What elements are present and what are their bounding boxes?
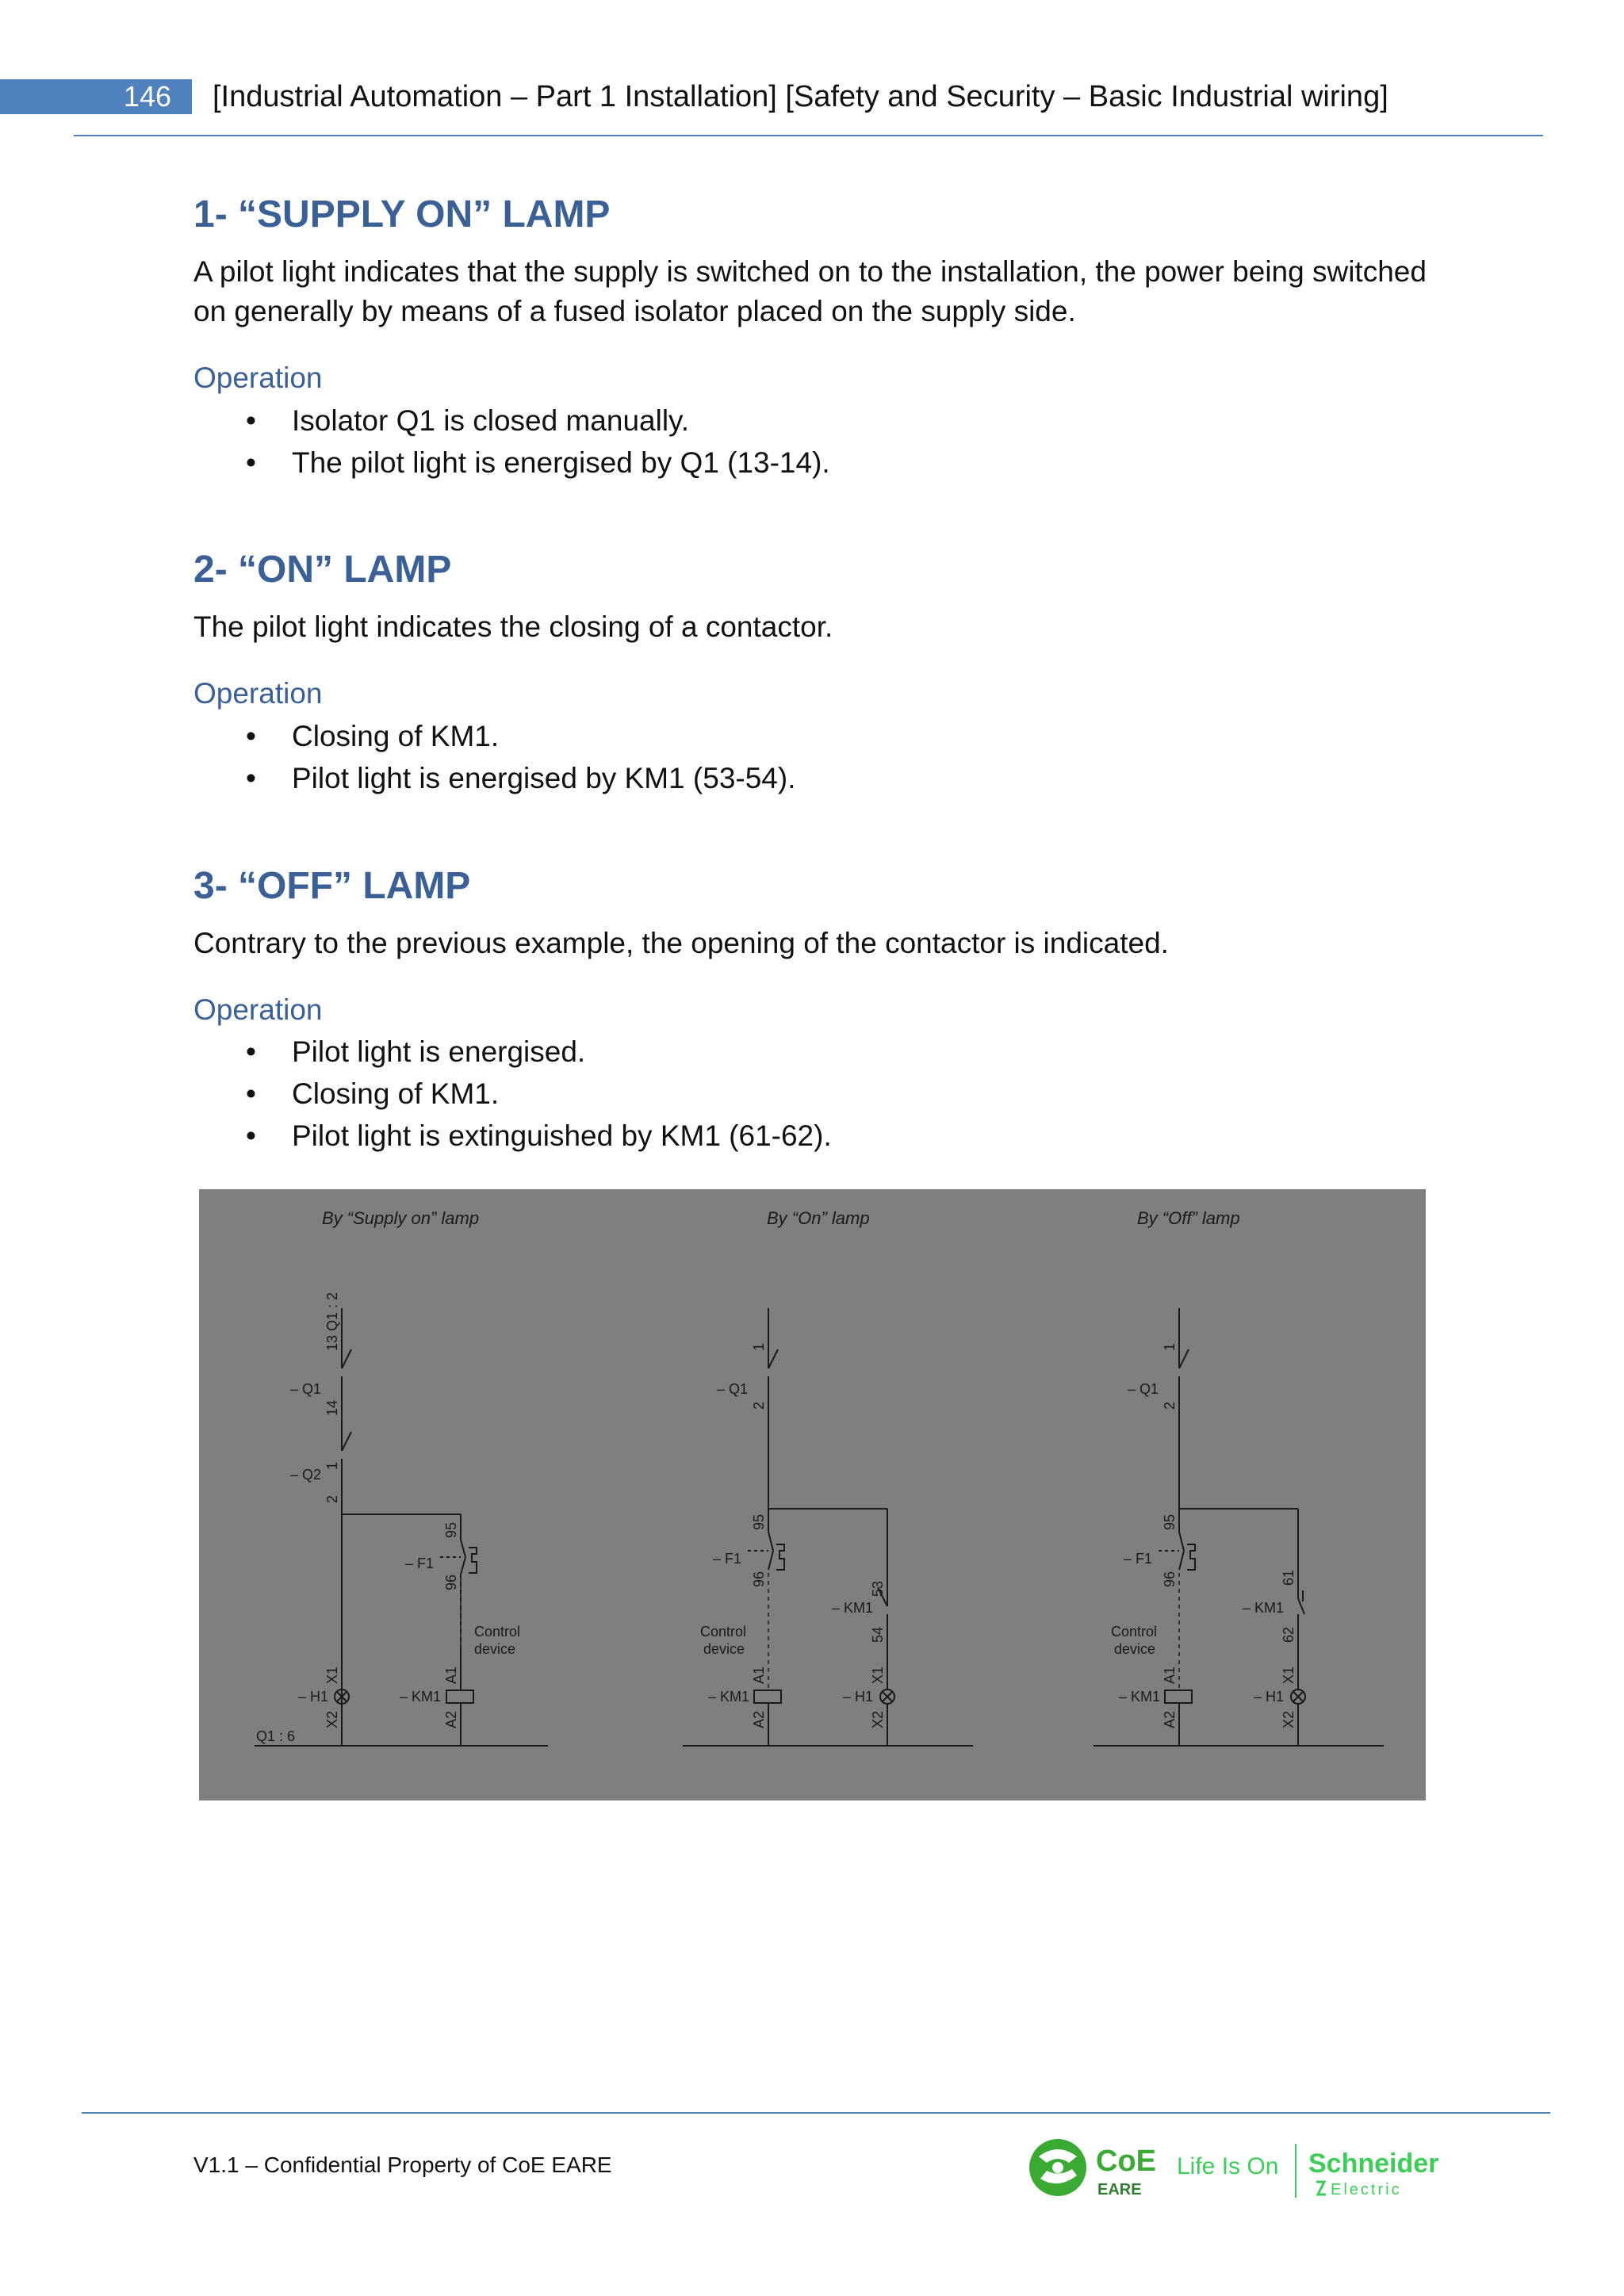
x2-terminal: X2 xyxy=(870,1710,886,1728)
q1-top-terminal: 1 xyxy=(1162,1342,1178,1351)
list-item: • Isolator Q1 is closed manually. xyxy=(193,400,830,442)
q2-top-terminal: 1 xyxy=(324,1461,340,1470)
page-number: 146 xyxy=(0,79,192,114)
f1-bottom-terminal: 96 xyxy=(1162,1571,1178,1587)
a2-terminal: A2 xyxy=(751,1710,767,1728)
km1-coil-label: – KM1 xyxy=(400,1689,442,1705)
q2-bottom-terminal: 2 xyxy=(324,1494,340,1503)
a1-terminal: A1 xyxy=(751,1666,767,1684)
q1-bottom-terminal: 2 xyxy=(1162,1401,1178,1410)
section-heading: 1- “SUPPLY ON” LAMP xyxy=(193,193,611,235)
q1-top-terminal: 1 xyxy=(751,1342,767,1351)
diagram-supply-on xyxy=(255,1308,548,1746)
h1-label: – H1 xyxy=(298,1689,329,1705)
control-device-label: device xyxy=(474,1641,516,1657)
bullet-icon: • xyxy=(246,762,256,794)
list-item: • Pilot light is extinguished by KM1 (61-62). xyxy=(193,1115,832,1157)
electric-logo-text: Electric xyxy=(1331,2181,1402,2198)
diagram-on xyxy=(683,1308,973,1746)
bullet-list xyxy=(193,715,795,799)
list-item: • The pilot light is energised by Q1 (13-14). xyxy=(193,442,830,484)
bullet-icon: • xyxy=(246,1077,256,1110)
q2-label: – Q2 xyxy=(290,1467,322,1483)
contact-bottom-terminal: 62 xyxy=(1281,1626,1297,1643)
eare-logo-text: EARE xyxy=(1097,2181,1142,2198)
contact-top-terminal: 53 xyxy=(870,1580,886,1597)
section-subheading: Operation xyxy=(193,677,323,710)
a2-terminal: A2 xyxy=(443,1710,459,1728)
list-item: • Pilot light is energised by KM1 (53-54). xyxy=(193,757,795,799)
q1-top-terminal: 13 Q1 : 2 xyxy=(324,1292,340,1351)
bullet-icon: • xyxy=(246,446,256,479)
km1-contact-label: – KM1 xyxy=(832,1600,874,1616)
contact-top-terminal: 61 xyxy=(1281,1569,1297,1586)
footer-logos xyxy=(1025,2133,1469,2204)
diagram-title: By “Off” lamp xyxy=(1137,1208,1240,1228)
x1-terminal: X1 xyxy=(324,1666,340,1684)
x2-terminal: X2 xyxy=(324,1710,340,1728)
life-is-on-text: Life Is On xyxy=(1177,2153,1279,2179)
section-subheading: Operation xyxy=(193,362,323,394)
f1-top-terminal: 95 xyxy=(443,1521,459,1538)
f1-label: – F1 xyxy=(405,1556,435,1571)
km1-coil-label: – KM1 xyxy=(1119,1689,1161,1705)
f1-label: – F1 xyxy=(713,1551,742,1567)
cross-reference: Q1 : 6 xyxy=(256,1728,296,1744)
control-device-label: device xyxy=(703,1641,745,1657)
section-paragraph: A pilot light indicates that the supply is switched on to the installation, the power being switched on generally by means of a fused isolator placed on the supply side. xyxy=(193,255,1427,327)
diagram-title: By “On” lamp xyxy=(767,1208,870,1228)
section-heading: 2- “ON” LAMP xyxy=(193,549,452,591)
footer-divider xyxy=(82,2112,1550,2114)
bullet-icon: • xyxy=(246,404,256,437)
h1-label: – H1 xyxy=(1254,1689,1285,1705)
section-heading: 3- “OFF” LAMP xyxy=(193,865,471,907)
schneider-logo-text: Schneider xyxy=(1308,2149,1439,2179)
diagram-off xyxy=(1094,1308,1384,1746)
bullet-icon: • xyxy=(246,1119,256,1152)
list-item: • Closing of KM1. xyxy=(193,715,795,757)
control-device-label: Control xyxy=(1111,1624,1158,1640)
wiring-diagram-figure xyxy=(199,1189,1426,1800)
q1-bottom-terminal: 2 xyxy=(751,1401,767,1410)
a2-terminal: A2 xyxy=(1162,1710,1178,1728)
q1-label: – Q1 xyxy=(290,1381,322,1397)
section-subheading: Operation xyxy=(193,993,323,1026)
f1-top-terminal: 95 xyxy=(751,1513,767,1530)
bullet-list xyxy=(193,1031,832,1157)
f1-bottom-terminal: 96 xyxy=(443,1574,459,1590)
q1-label: – Q1 xyxy=(1128,1381,1159,1397)
control-device-label: Control xyxy=(474,1624,521,1640)
f1-label: – F1 xyxy=(1124,1551,1153,1567)
x1-terminal: X1 xyxy=(1281,1666,1297,1684)
footer-text: V1.1 – Confidential Property of CoE EARE xyxy=(193,2152,612,2177)
diagram-title: By “Supply on” lamp xyxy=(322,1208,480,1228)
control-device-label: device xyxy=(1114,1641,1156,1657)
a1-terminal: A1 xyxy=(1162,1666,1178,1684)
x1-terminal: X1 xyxy=(870,1666,886,1684)
km1-contact-label: – KM1 xyxy=(1243,1600,1285,1616)
contact-bottom-terminal: 54 xyxy=(870,1626,886,1643)
list-item: • Pilot light is energised. xyxy=(193,1031,832,1073)
x2-terminal: X2 xyxy=(1281,1710,1297,1728)
header-divider xyxy=(74,135,1543,136)
control-device-label: Control xyxy=(700,1624,747,1640)
section-paragraph: The pilot light indicates the closing of a contactor. xyxy=(193,610,833,643)
q1-label: – Q1 xyxy=(717,1381,749,1397)
list-item: • Closing of KM1. xyxy=(193,1073,832,1115)
schneider-logo-icon xyxy=(1316,2182,1326,2195)
km1-coil-label: – KM1 xyxy=(708,1689,750,1705)
coe-logo-icon xyxy=(1029,2139,1086,2196)
q1-bottom-terminal: 14 xyxy=(324,1399,340,1416)
f1-top-terminal: 95 xyxy=(1162,1513,1178,1530)
bullet-icon: • xyxy=(246,1035,256,1068)
f1-bottom-terminal: 96 xyxy=(751,1571,767,1587)
header-title: [Industrial Automation – Part 1 Installation] [Safety and Security – Basic Industrial wiring] xyxy=(213,80,1388,113)
coe-logo-text: CoE xyxy=(1096,2145,1156,2178)
section-paragraph: Contrary to the previous example, the opening of the contactor is indicated. xyxy=(193,927,1169,959)
a1-terminal: A1 xyxy=(443,1666,459,1684)
bullet-icon: • xyxy=(246,720,256,752)
h1-label: – H1 xyxy=(843,1689,874,1705)
bullet-list xyxy=(193,400,830,484)
